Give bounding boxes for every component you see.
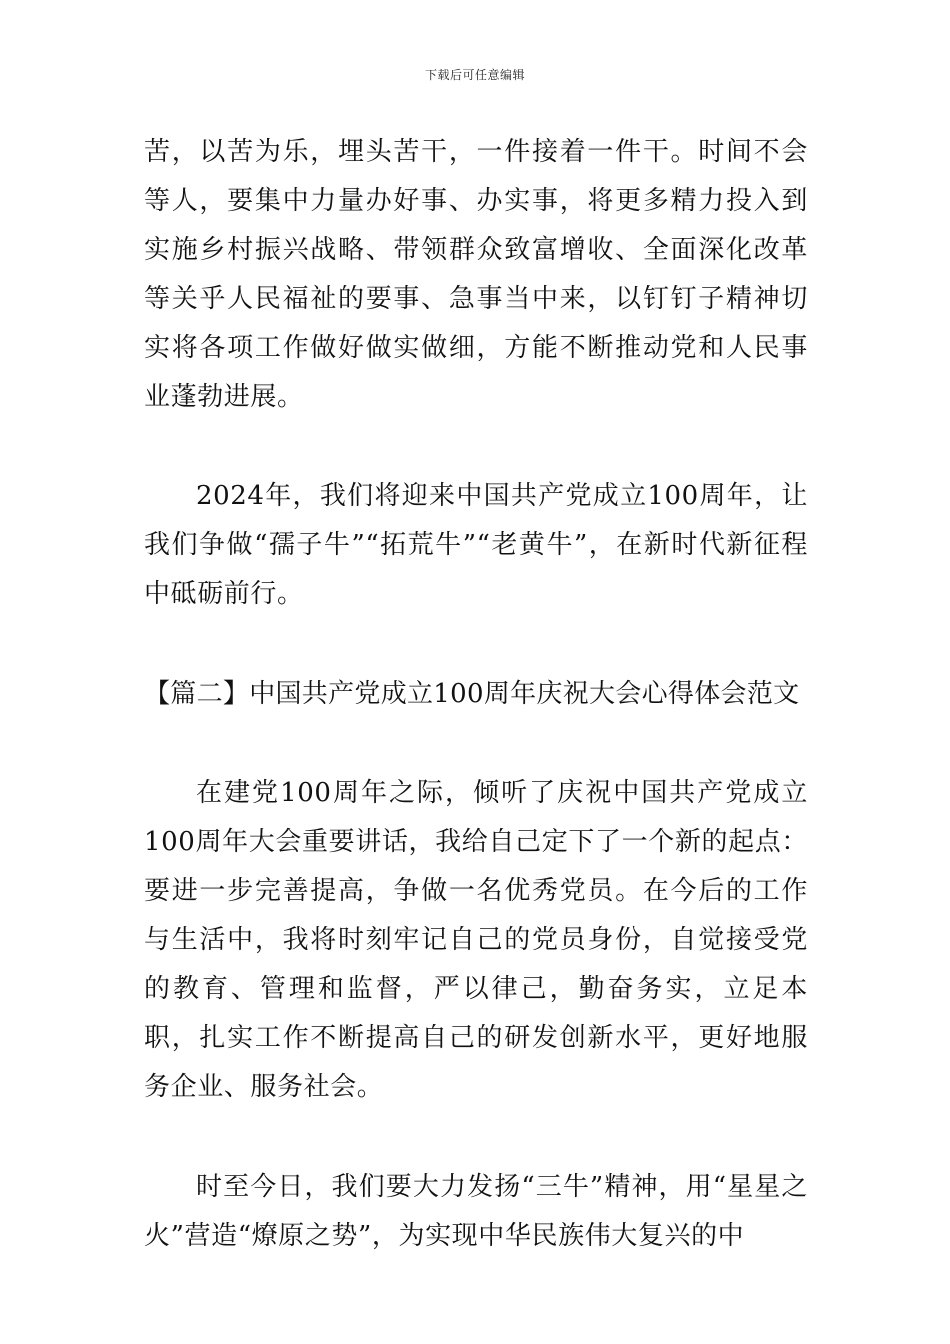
paragraph-continuation: 苦，以苦为乐，埋头苦干，一件接着一件干。时间不会等人，要集中力量办好事、办实事，将更多精力投入到实施乡村振兴战略、带领群众致富增收、全面深化改革等关乎人民福祉的要事、急事当中来，以钉钉子精神切实将各项工作做好做实做细，方能不断推动党和人民事业蓬勃进展。 (144, 137, 808, 412)
paragraph-anniversary: 2024年，我们将迎来中国共产党成立100周年，让我们争做“孺子牛”“拓荒牛”“老黄牛”，在新时代新征程中砥砺前行。 (144, 481, 808, 609)
section-heading: 【篇二】中国共产党成立100周年庆祝大会心得体会范文 (144, 679, 800, 709)
paragraph-spirit: 时至今日，我们要大力发扬“三牛”精神，用“星星之火”营造“燎原之势”，为实现中华民族伟大复兴的中 (144, 1172, 808, 1251)
paragraph-pledge: 在建党100周年之际，倾听了庆祝中国共产党成立100周年大会重要讲话，我给自己定下了一个新的起点：要进一步完善提高，争做一名优秀党员。在今后的工作与生活中，我将时刻牢记自己的党员身份，自觉接受党的教育、管理和监督，严以律己，勤奋务实，立足本职，扎实工作不断提高自己的研发创新水平，更好地服务企业、服务社会。 (144, 778, 808, 1102)
page-header: 下载后可任意编辑 (424, 68, 525, 82)
document-body (144, 128, 808, 1261)
